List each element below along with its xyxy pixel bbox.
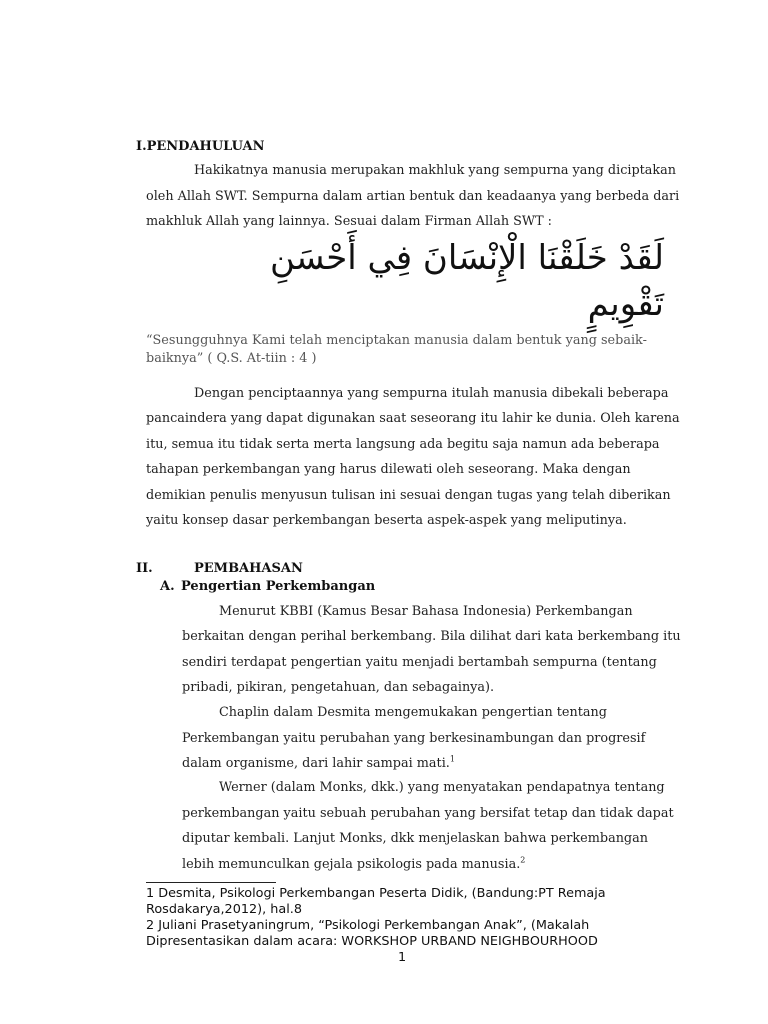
paragraph-line: berkaitan dengan perihal berkembang. Bila dilihat dari kata berkembang itu [182, 629, 681, 644]
paragraph-line: oleh Allah SWT. Sempurna dalam artian bentuk dan keadaanya yang berbeda dari [146, 189, 680, 204]
verse-translation-line: “Sesungguhnya Kami telah menciptakan manusia dalam bentuk yang sebaik- [146, 333, 647, 348]
paragraph-line: pribadi, pikiran, pengetahuan, dan sebagainya). [182, 680, 495, 695]
paragraph-line: itu, semua itu tidak serta merta langsung ada begitu saja namun ada beberapa [146, 437, 660, 452]
paragraph-line: sendiri terdapat pengertian yaitu menjadi bertambah sempurna (tentang [182, 655, 657, 670]
paragraph-line: Chaplin dalam Desmita mengemukakan pengertian tentang [219, 705, 607, 720]
paragraph-line: Perkembangan yaitu perubahan yang berkesinambungan dan progresif [182, 731, 646, 746]
paragraph-line: makhluk Allah yang lainnya. Sesuai dalam Firman Allah SWT : [146, 214, 552, 229]
footnote-ref[interactable]: 1 [449, 754, 455, 764]
subsection-label: A. [160, 579, 175, 594]
footnote-line: Dipresentasikan dalam acara: WORKSHOP URBAND NEIGHBOURHOOD [146, 934, 598, 949]
paragraph-line: Dengan penciptaannya yang sempurna itulah manusia dibekali beberapa [194, 386, 669, 401]
footnote-ref[interactable]: 2 [520, 855, 526, 865]
footnote-line: 1 Desmita, Psikologi Perkembangan Peserta Didik, (Bandung:PT Remaja [146, 886, 606, 901]
subsection-heading: Pengertian Perkembangan [181, 579, 376, 594]
verse-translation-line: baiknya” ( Q.S. At-tiin : 4 ) [146, 351, 317, 366]
paragraph-line: Hakikatnya manusia merupakan makhluk yang sempurna yang diciptakan [194, 163, 677, 178]
section-heading-pendahuluan: I.PENDAHULUAN [136, 139, 265, 154]
footnote-line: Rosdakarya,2012), hal.8 [146, 902, 302, 917]
footnote-separator [146, 882, 276, 883]
section-heading-pembahasan: PEMBAHASAN [194, 561, 303, 576]
paragraph-line: Menurut KBBI (Kamus Besar Bahasa Indonesia) Perkembangan [219, 604, 633, 619]
paragraph-line: pancaindera yang dapat digunakan saat seseorang itu lahir ke dunia. Oleh karena [146, 411, 680, 426]
paragraph-line-with-ref [182, 857, 525, 872]
page-number: 1 [398, 950, 407, 965]
paragraph-line: tahapan perkembangan yang harus dilewati oleh seseorang. Maka dengan [146, 462, 631, 477]
paragraph-line: yaitu konsep dasar perkembangan beserta aspek-aspek yang meliputinya. [146, 513, 627, 528]
arabic-verse-line: لَقَدْ خَلَقْنَا الْإِنْسَانَ فِي أَحْسَنِ [270, 238, 664, 278]
paragraph-line-with-ref [182, 756, 455, 771]
paragraph-line: diputar kembali. Lanjut Monks, dkk menjelaskan bahwa perkembangan [182, 831, 648, 846]
paragraph-line: dalam organisme, dari lahir sampai mati. [182, 756, 450, 771]
footnote-line: 2 Juliani Prasetyaningrum, “Psikologi Perkembangan Anak”, (Makalah [146, 918, 590, 933]
paragraph-line: lebih memunculkan gejala psikologis pada manusia. [182, 857, 521, 872]
paragraph-line: Werner (dalam Monks, dkk.) yang menyatakan pendapatnya tentang [219, 780, 665, 795]
arabic-verse-line: تَقْوِيمٍ [587, 284, 664, 324]
section-number: II. [136, 561, 153, 576]
paragraph-line: perkembangan yaitu sebuah perubahan yang bersifat tetap dan tidak dapat [182, 806, 674, 821]
paragraph-line: demikian penulis menyusun tulisan ini sesuai dengan tugas yang telah diberikan [146, 488, 671, 503]
